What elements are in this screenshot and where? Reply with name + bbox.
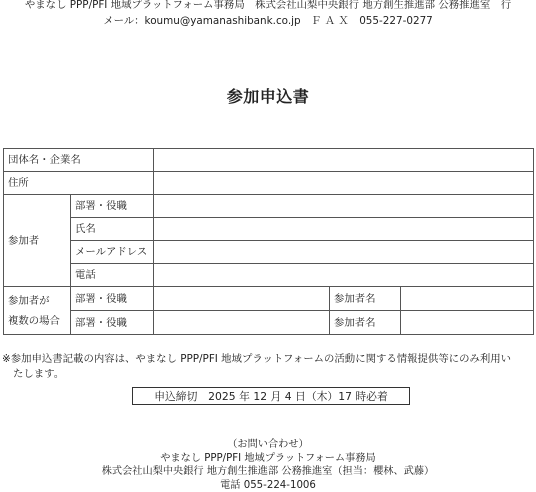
multi-name-label-2: 参加者名 bbox=[330, 311, 401, 335]
participant-phone-label: 電話 bbox=[71, 264, 154, 287]
form-row-address bbox=[4, 172, 534, 195]
participant-dept-label: 部署・役職 bbox=[71, 195, 154, 218]
multi-dept-label-1: 部署・役職 bbox=[71, 287, 154, 311]
contact-bank: 株式会社山梨中央銀行 地方創生推進部 公務推進室（担当：櫻林、武藤） bbox=[0, 465, 536, 479]
form-row-multi-1 bbox=[4, 287, 534, 311]
contact-office: やまなし PPP/PFI 地域プラットフォーム事務局 bbox=[0, 452, 536, 466]
form-row-participant-phone bbox=[4, 264, 534, 287]
multi-participant-label bbox=[4, 287, 71, 335]
multi-name-label-1: 参加者名 bbox=[330, 287, 401, 311]
org-name-label: 団体名・企業名 bbox=[4, 149, 154, 172]
usage-note bbox=[2, 352, 534, 381]
page-title: 参加申込書 bbox=[0, 86, 536, 108]
participant-phone-field[interactable] bbox=[154, 264, 534, 287]
multi-dept-label-2: 部署・役職 bbox=[71, 311, 154, 335]
usage-note-line1: ※参加申込書記載の内容は、やまなし PPP/PFI 地域プラットフォームの活動に関する情報提供等にのみ利用い bbox=[2, 353, 511, 365]
deadline-box: 申込締切 2025 年 12 月 4 日（木）17 時必着 bbox=[132, 387, 410, 405]
multi-participant-label-line1: 参加者が bbox=[8, 291, 66, 311]
usage-note-line2: たします。 bbox=[2, 367, 534, 382]
header-recipient: やまなし PPP/PFI 地域プラットフォーム事務局 株式会社山梨中央銀行 地方創生推進部 公務推進室 行 bbox=[0, 0, 536, 12]
address-field[interactable] bbox=[154, 172, 534, 195]
participant-email-label: メールアドレス bbox=[71, 241, 154, 264]
form-row-organization bbox=[4, 149, 534, 172]
application-form-table bbox=[3, 148, 534, 335]
form-row-participant-dept bbox=[4, 195, 534, 218]
participant-dept-field[interactable] bbox=[154, 195, 534, 218]
contact-heading: （お問い合わせ） bbox=[0, 438, 536, 452]
multi-dept-field-1[interactable] bbox=[154, 287, 330, 311]
contact-info bbox=[0, 438, 536, 492]
multi-dept-field-2[interactable] bbox=[154, 311, 330, 335]
multi-participant-label-line2: 複数の場合 bbox=[8, 311, 66, 331]
address-label: 住所 bbox=[4, 172, 154, 195]
contact-phone: 電話 055-224-1006 bbox=[0, 479, 536, 492]
form-row-multi-2 bbox=[4, 311, 534, 335]
multi-name-field-2[interactable] bbox=[401, 311, 534, 335]
participant-name-field[interactable] bbox=[154, 218, 534, 241]
form-row-participant-name bbox=[4, 218, 534, 241]
participant-name-label: 氏名 bbox=[71, 218, 154, 241]
org-name-field[interactable] bbox=[154, 149, 534, 172]
participant-email-field[interactable] bbox=[154, 241, 534, 264]
multi-name-field-1[interactable] bbox=[401, 287, 534, 311]
participant-label: 参加者 bbox=[4, 195, 71, 287]
form-row-participant-email bbox=[4, 241, 534, 264]
header-contact-line: メール：koumu@yamanashibank.co.jp Ｆ Ａ Ｘ 055-227-0277 bbox=[0, 14, 536, 28]
